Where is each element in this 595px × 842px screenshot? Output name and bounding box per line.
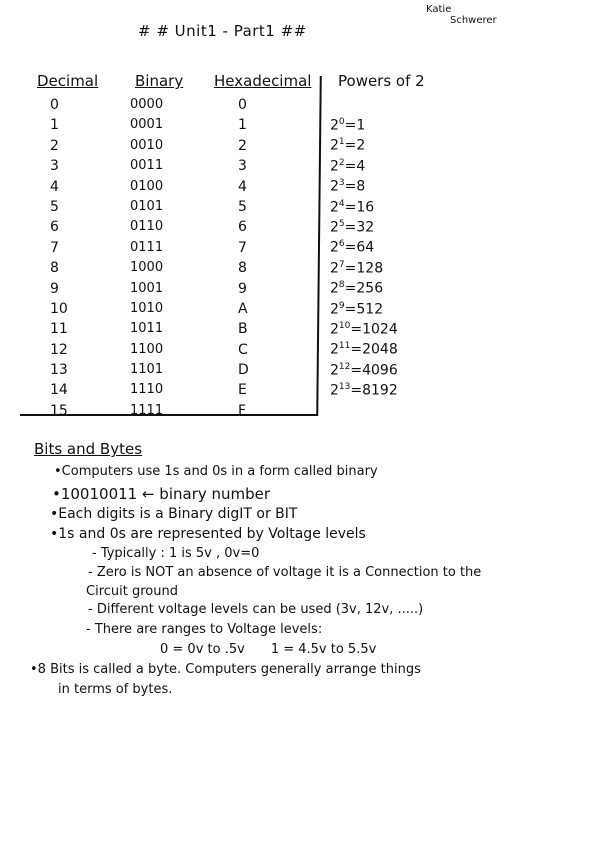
note-subline: - Zero is NOT an absence of voltage it is a Connection to the bbox=[88, 565, 482, 580]
equals-sign: = bbox=[344, 178, 357, 195]
decimal-cell: 6 bbox=[50, 219, 59, 236]
power-of-two-entry bbox=[330, 301, 440, 321]
binary-cell: 1100 bbox=[130, 341, 164, 357]
decimal-cell: 9 bbox=[50, 280, 59, 297]
equals-sign: = bbox=[344, 301, 357, 318]
power-value: 2048 bbox=[362, 341, 398, 358]
note-line: •Computers use 1s and 0s in a form called binary bbox=[54, 464, 378, 479]
table-row bbox=[0, 219, 330, 239]
decimal-cell: 7 bbox=[50, 239, 59, 256]
equals-sign: = bbox=[350, 362, 363, 379]
equals-sign: = bbox=[344, 219, 357, 236]
table-row bbox=[0, 260, 330, 280]
equals-sign: = bbox=[344, 240, 357, 256]
power-exponent: 11 bbox=[338, 341, 351, 352]
power-of-two-entry bbox=[330, 280, 440, 300]
power-base: 2 bbox=[330, 362, 339, 379]
hex-cell: E bbox=[238, 382, 247, 399]
author-name bbox=[426, 4, 497, 26]
equals-sign: = bbox=[344, 117, 357, 134]
power-exponent: 1 bbox=[338, 137, 345, 148]
power-value: 1 bbox=[356, 117, 366, 134]
power-base: 2 bbox=[330, 260, 339, 277]
hex-cell: 7 bbox=[238, 239, 247, 256]
power-value: 4 bbox=[356, 158, 366, 175]
table-row bbox=[0, 158, 330, 178]
equals-sign: = bbox=[350, 382, 363, 399]
page-title: # # Unit1 - Part1 ## bbox=[138, 22, 307, 40]
hex-cell: 8 bbox=[238, 260, 247, 277]
binary-cell: 0110 bbox=[130, 219, 164, 235]
power-base: 2 bbox=[330, 240, 339, 256]
decimal-cell: 0 bbox=[50, 97, 59, 113]
power-of-two-entry bbox=[330, 199, 440, 219]
hex-cell: D bbox=[238, 362, 249, 379]
hex-cell: 0 bbox=[238, 97, 247, 113]
hex-cell: F bbox=[238, 402, 247, 419]
binary-cell: 0000 bbox=[130, 97, 164, 112]
binary-cell: 0001 bbox=[130, 117, 164, 133]
decimal-cell: 8 bbox=[50, 260, 59, 277]
power-base: 2 bbox=[330, 341, 339, 358]
binary-cell: 1101 bbox=[130, 362, 164, 378]
decimal-cell: 12 bbox=[50, 341, 68, 358]
power-value: 64 bbox=[356, 240, 375, 256]
binary-cell: 0100 bbox=[130, 178, 164, 194]
table-row bbox=[0, 240, 330, 260]
voltage-ranges bbox=[160, 642, 376, 657]
power-of-two-entry bbox=[330, 117, 440, 137]
power-exponent: 0 bbox=[338, 117, 345, 127]
note-subline: Circuit ground bbox=[86, 584, 178, 599]
table-row bbox=[0, 362, 330, 382]
power-value: 256 bbox=[356, 280, 384, 297]
section-heading-bits-and-bytes: Bits and Bytes bbox=[34, 440, 143, 458]
power-base: 2 bbox=[330, 280, 339, 297]
equals-sign: = bbox=[344, 158, 357, 175]
column-header-binary: Binary bbox=[135, 72, 184, 90]
hex-cell: 1 bbox=[238, 117, 247, 134]
power-exponent: 9 bbox=[338, 300, 345, 311]
hex-cell: 5 bbox=[238, 198, 247, 215]
power-value: 8192 bbox=[362, 382, 398, 399]
power-base: 2 bbox=[330, 199, 339, 216]
power-exponent: 7 bbox=[338, 259, 345, 270]
note-line: in terms of bytes. bbox=[58, 682, 173, 697]
decimal-cell: 10 bbox=[50, 300, 68, 317]
table-row bbox=[0, 199, 330, 219]
table-row bbox=[0, 382, 330, 402]
table-row bbox=[0, 97, 330, 117]
note-subline: - Different voltage levels can be used (3v, 12v, .....) bbox=[88, 602, 424, 617]
powers-of-two-list bbox=[330, 117, 440, 402]
note-subline: - Typically : 1 is 5v , 0v=0 bbox=[92, 546, 260, 561]
power-value: 32 bbox=[356, 219, 375, 236]
power-base: 2 bbox=[330, 158, 339, 175]
power-exponent: 12 bbox=[338, 361, 351, 372]
equals-sign: = bbox=[350, 321, 363, 338]
hex-cell: 2 bbox=[238, 137, 247, 154]
power-base: 2 bbox=[330, 321, 339, 338]
power-value: 128 bbox=[356, 260, 384, 277]
table-row bbox=[0, 301, 330, 321]
power-value: 2 bbox=[356, 138, 366, 155]
hex-cell: C bbox=[238, 341, 248, 358]
table-row bbox=[0, 321, 330, 341]
power-base: 2 bbox=[330, 382, 339, 399]
power-exponent: 3 bbox=[338, 178, 345, 189]
power-of-two-entry bbox=[330, 321, 440, 341]
decimal-cell: 5 bbox=[50, 198, 59, 215]
binary-cell: 0101 bbox=[130, 198, 164, 214]
decimal-cell: 14 bbox=[50, 382, 68, 399]
power-of-two-entry bbox=[330, 239, 440, 259]
power-of-two-entry bbox=[330, 158, 440, 178]
power-value: 16 bbox=[356, 199, 375, 216]
decimal-cell: 11 bbox=[50, 321, 68, 338]
table-row bbox=[0, 179, 330, 199]
binary-cell: 0111 bbox=[130, 239, 164, 255]
author-first-name: Katie bbox=[426, 4, 452, 15]
voltage-range-zero: 0 = 0v to .5v bbox=[160, 642, 245, 657]
table-row bbox=[0, 342, 330, 362]
power-exponent: 4 bbox=[338, 198, 345, 209]
hex-cell: 3 bbox=[238, 158, 247, 175]
decimal-cell: 3 bbox=[50, 158, 59, 175]
power-of-two-entry bbox=[330, 260, 440, 280]
table-row bbox=[0, 117, 330, 137]
binary-cell: 1000 bbox=[130, 260, 164, 276]
power-exponent: 8 bbox=[338, 280, 345, 291]
binary-cell: 1011 bbox=[130, 321, 164, 337]
decimal-cell: 4 bbox=[50, 178, 59, 195]
power-of-two-entry bbox=[330, 362, 440, 382]
equals-sign: = bbox=[350, 341, 363, 358]
decimal-cell: 13 bbox=[50, 362, 68, 379]
power-base: 2 bbox=[330, 117, 339, 134]
hex-cell: 6 bbox=[238, 219, 247, 236]
power-exponent: 13 bbox=[338, 382, 351, 393]
binary-cell: 1110 bbox=[130, 382, 164, 398]
equals-sign: = bbox=[344, 280, 357, 297]
note-line: •1s and 0s are represented by Voltage levels bbox=[50, 526, 366, 542]
equals-sign: = bbox=[344, 138, 357, 155]
equals-sign: = bbox=[344, 260, 357, 277]
power-value: 4096 bbox=[362, 362, 398, 379]
power-exponent: 5 bbox=[338, 218, 345, 229]
decimal-cell: 15 bbox=[50, 402, 68, 419]
power-base: 2 bbox=[330, 138, 339, 155]
power-value: 8 bbox=[356, 178, 366, 195]
power-exponent: 2 bbox=[338, 157, 345, 168]
binary-cell: 1111 bbox=[130, 402, 164, 418]
power-base: 2 bbox=[330, 178, 339, 195]
table-row bbox=[0, 403, 330, 423]
power-exponent: 10 bbox=[338, 320, 351, 331]
power-exponent: 6 bbox=[338, 239, 345, 250]
power-base: 2 bbox=[330, 219, 339, 236]
equals-sign: = bbox=[344, 199, 357, 216]
hex-cell: 9 bbox=[238, 280, 247, 297]
note-line: •10010011 ← binary number bbox=[52, 485, 271, 503]
voltage-range-one: 1 = 4.5v to 5.5v bbox=[270, 642, 377, 657]
binary-cell: 0010 bbox=[130, 137, 164, 153]
note-line: •8 Bits is called a byte. Computers generally arrange things bbox=[30, 662, 421, 677]
note-line: •Each digits is a Binary digIT or BIT bbox=[50, 506, 298, 522]
hex-cell: 4 bbox=[238, 178, 247, 195]
column-header-powers-of-2: Powers of 2 bbox=[338, 72, 425, 90]
power-of-two-entry bbox=[330, 382, 440, 402]
power-value: 1024 bbox=[362, 321, 398, 338]
conversion-table bbox=[0, 97, 330, 423]
power-of-two-entry bbox=[330, 137, 440, 157]
power-base: 2 bbox=[330, 301, 339, 318]
column-header-hexadecimal: Hexadecimal bbox=[214, 72, 312, 90]
column-header-decimal: Decimal bbox=[37, 72, 99, 90]
binary-cell: 1001 bbox=[130, 280, 164, 296]
binary-cell: 0011 bbox=[130, 158, 164, 174]
table-row bbox=[0, 281, 330, 301]
power-of-two-entry bbox=[330, 178, 440, 198]
binary-cell: 1010 bbox=[130, 300, 164, 316]
power-of-two-entry bbox=[330, 341, 440, 361]
decimal-cell: 2 bbox=[50, 137, 59, 154]
decimal-cell: 1 bbox=[50, 117, 59, 134]
hex-cell: B bbox=[238, 321, 248, 338]
power-value: 512 bbox=[356, 301, 384, 318]
power-of-two-entry bbox=[330, 219, 440, 239]
author-last-name: Schwerer bbox=[450, 15, 497, 26]
table-row bbox=[0, 138, 330, 158]
note-subline: - There are ranges to Voltage levels: bbox=[86, 622, 323, 637]
hex-cell: A bbox=[238, 300, 248, 317]
